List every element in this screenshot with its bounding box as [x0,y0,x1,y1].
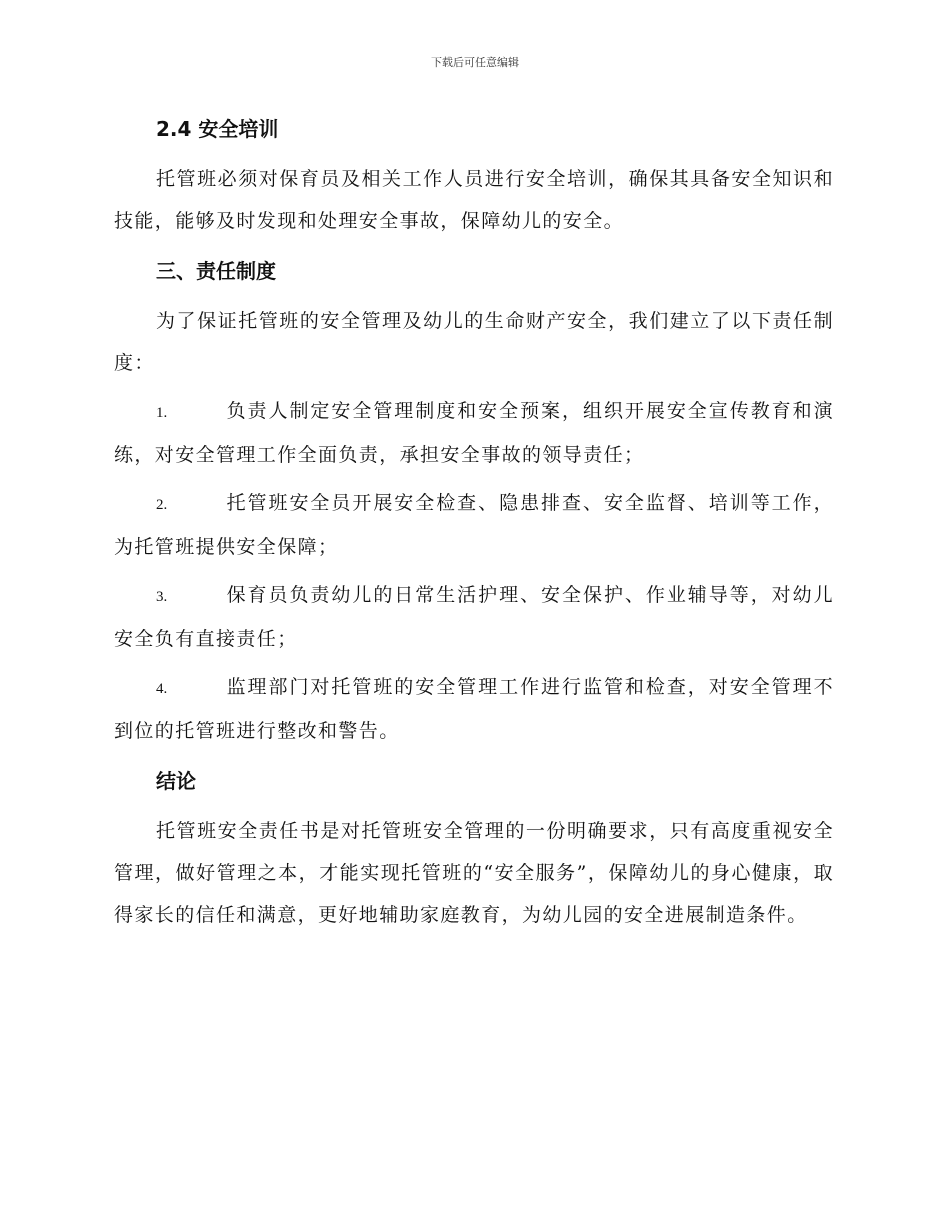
section-heading-responsibility: 三、责任制度 [156,259,276,283]
list-item-text: 负责人制定安全管理制度和安全预案，组织开展安全宣传教育和演练，对安全管理工作全面负责，承担安全事故的领导责任； [114,400,834,466]
list-item-number: 1. [156,405,168,421]
list-item [114,390,834,476]
conclusion-paragraph: 托管班安全责任书是对托管班安全管理的一份明确要求，只有高度重视安全管理，做好管理之本，才能实现托管班的“安全服务”，保障幼儿的身心健康，取得家长的信任和满意，更好地辅助家庭教育，为幼儿园的安全进展制造条件。 [114,820,834,926]
section-heading-conclusion: 结论 [156,769,196,793]
list-item-text: 保育员负责幼儿的日常生活护理、安全保护、作业辅导等，对幼儿安全负有直接责任； [114,584,834,650]
responsibility-intro: 为了保证托管班的安全管理及幼儿的生命财产安全，我们建立了以下责任制度： [114,310,834,374]
document-body [114,108,834,936]
training-paragraph: 托管班必须对保育员及相关工作人员进行安全培训，确保其具备安全知识和技能，能够及时发现和处理安全事故，保障幼儿的安全。 [114,168,834,232]
list-item [114,482,834,568]
list-item-text: 托管班安全员开展安全检查、隐患排查、安全监督、培训等工作，为托管班提供安全保障； [114,492,834,558]
list-item-number: 2. [156,497,168,513]
list-item-text: 监理部门对托管班的安全管理工作进行监管和检查，对安全管理不到位的托管班进行整改和警告。 [114,676,834,742]
list-item [114,574,834,660]
page-header: 下载后可任意编辑 [431,56,519,69]
section-heading-training: 2.4 安全培训 [156,117,279,141]
list-item [114,666,834,752]
list-item-number: 4. [156,681,168,697]
list-item-number: 3. [156,589,168,605]
